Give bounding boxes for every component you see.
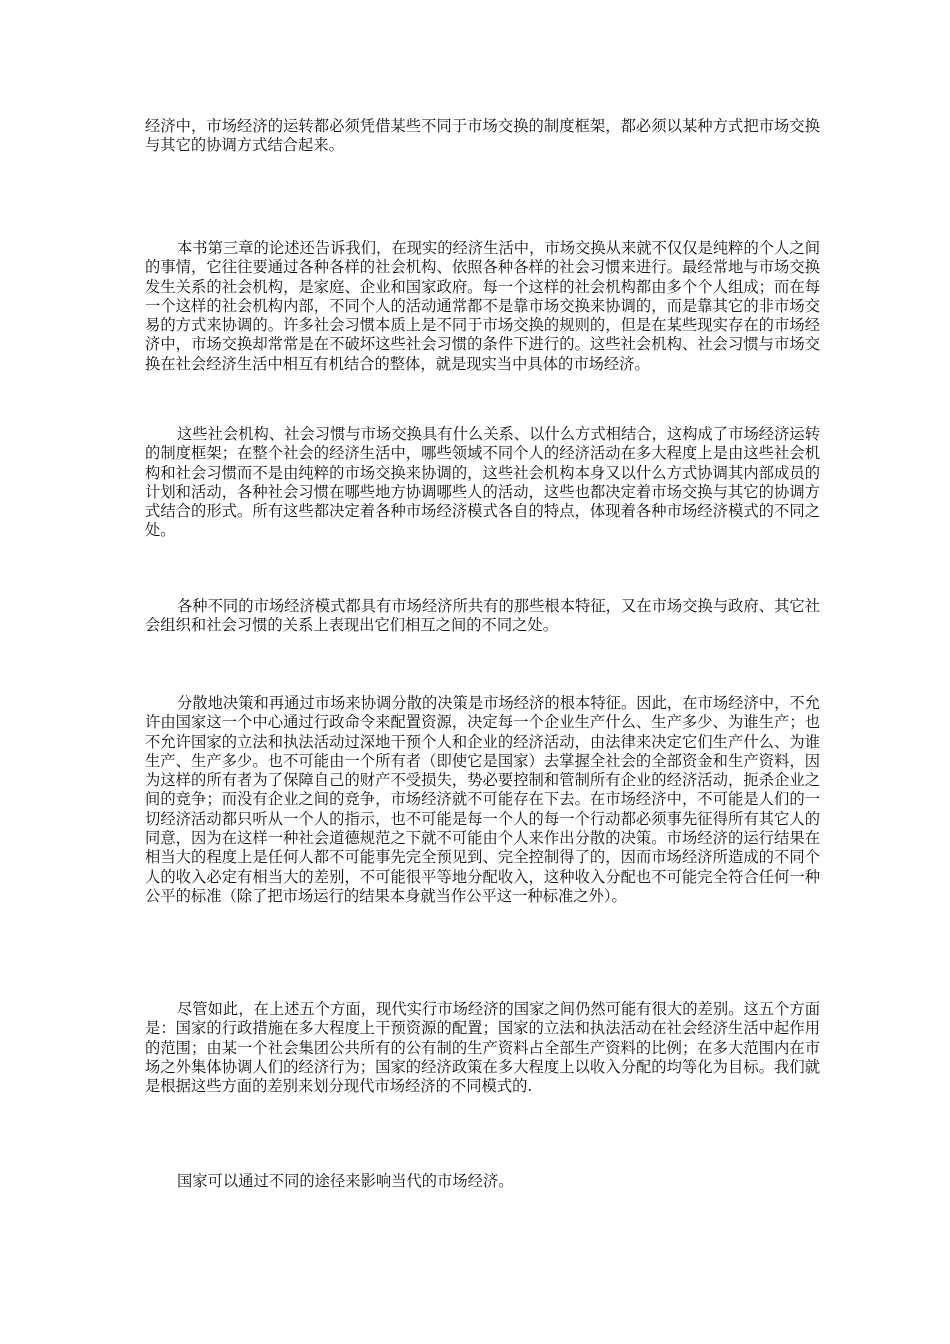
document-page	[145, 0, 820, 1344]
paragraph-5: 分散地决策和再通过市场来协调分散的决策是市场经济的根本特征。因此，在市场经济中，不允许由国家这一个中心通过行政命令来配置资源，决定每一个企业生产什么、生产多少、为谁生产；也不允许国家的立法和执法活动过深地干预个人和企业的经济活动，由法律来决定它们生产什么、为谁生产、生产多少。也不可能由一个所有者（即使它是国家）去掌握全社会的全部资金和生产资料，因为这样的所有者为了保障自己的财产不受损失，势必要控制和管制所有企业的经济活动，扼杀企业之间的竞争；而没有企业之间的竞争，市场经济就不可能存在下去。在市场经济中，不可能是人们的一切经济活动都只听从一个人的指示，也不可能是每一个人的每一个行动都必须事先征得所有其它人的同意，因为在这样一种社会道德规范之下就不可能由个人来作出分散的决策。市场经济的运行结果在相当大的程度上是任何人都不可能事先完全预见到、完全控制得了的，因而市场经济所造成的不同个人的收入必定有相当大的差别，不可能很平等地分配收入，这种收入分配也不可能完全符合任何一种公平的标准（除了把市场运行的结果本身就当作公平这一种标准之外）。	[145, 694, 820, 905]
paragraph-7: 国家可以通过不同的途径来影响当代的市场经济。	[177, 1172, 514, 1190]
paragraph-2: 本书第三章的论述还告诉我们，在现实的经济生活中，市场交换从来就不仅仅是纯粹的个人之间的事情，它往往要通过各种各样的社会机构、依照各种各样的社会习惯来进行。最经常地与市场交换发生关系的社会机构，是家庭、企业和国家政府。每一个这样的社会机构都由多个个人组成；而在每一个这样的社会机构内部，不同个人的活动通常都不是靠市场交换来协调的，而是靠其它的非市场交易的方式来协调的。许多社会习惯本质上是不同于市场交换的规则的，但是在某些现实存在的市场经济中，市场交换却常常是在不破坏这些社会习惯的条件下进行的。这些社会机构、社会习惯与市场交换在社会经济生活中相互有机结合的整体，就是现实当中具体的市场经济。	[145, 239, 820, 373]
paragraph-3: 这些社会机构、社会习惯与市场交换具有什么关系、以什么方式相结合，这构成了市场经济运转的制度框架；在整个社会的经济生活中，哪些领域不同个人的经济活动在多大程度上是由这些社会机构和社会习惯而不是由纯粹的市场交换来协调的，这些社会机构本身又以什么方式协调其内部成员的计划和活动，各种社会习惯在哪些地方协调哪些人的活动，这些也都决定着市场交换与其它的协调方式结合的形式。所有这些都决定着各种市场经济模式各自的特点，体现着各种市场经济模式的不同之处。	[145, 425, 820, 540]
paragraph-4: 各种不同的市场经济模式都具有市场经济所共有的那些根本特征，又在市场交换与政府、其它社会组织和社会习惯的关系上表现出它们相互之间的不同之处。	[145, 597, 820, 635]
paragraph-6: 尽管如此，在上述五个方面，现代实行市场经济的国家之间仍然可能有很大的差别。这五个方面是：国家的行政措施在多大程度上干预资源的配置；国家的立法和执法活动在社会经济生活中起作用的范围；由某一个社会集团公共所有的公有制的生产资料占全部生产资料的比例；在多大范围内在市场之外集体协调人们的经济行为；国家的经济政策在多大程度上以收入分配的均等化为目标。我们就是根据这些方面的差别来划分现代市场经济的不同模式的.	[145, 1000, 820, 1096]
paragraph-1: 经济中，市场经济的运转都必须凭借某些不同于市场交换的制度框架，都必须以某种方式把市场交换与其它的协调方式结合起来。	[145, 117, 820, 155]
